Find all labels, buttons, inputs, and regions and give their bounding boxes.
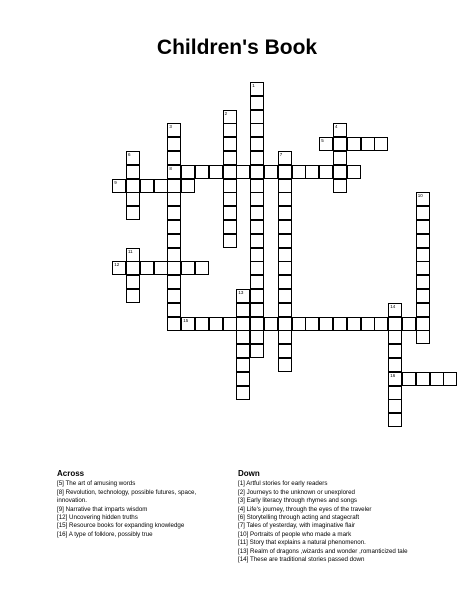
grid-cell[interactable]: [416, 303, 430, 317]
grid-cell[interactable]: [223, 137, 237, 151]
grid-cell[interactable]: [236, 358, 250, 372]
grid-cell[interactable]: [278, 330, 292, 344]
grid-cell[interactable]: [250, 248, 264, 262]
grid-cell[interactable]: [347, 137, 361, 151]
clue-text: Narrative that imparts wisdom: [65, 505, 148, 513]
grid-cell[interactable]: [333, 151, 347, 165]
clue-text: Life's journey, through the eyes of the traveler: [246, 505, 372, 513]
grid-cell[interactable]: [388, 330, 402, 344]
clue-number: 8: [169, 165, 172, 171]
grid-cell[interactable]: [126, 165, 140, 179]
grid-cell[interactable]: [250, 275, 264, 289]
grid-cell[interactable]: [223, 123, 237, 137]
clue-text: The art of amusing words: [65, 480, 136, 488]
grid-cell[interactable]: [195, 165, 209, 179]
clue-label-number: [6]: [238, 514, 247, 522]
grid-cell[interactable]: [195, 261, 209, 275]
grid-cell[interactable]: [167, 303, 181, 317]
grid-cell[interactable]: [278, 234, 292, 248]
across-clue: [57, 522, 227, 530]
grid-cell[interactable]: [430, 372, 444, 386]
grid-cell[interactable]: [416, 192, 430, 206]
clue-label-number: [11]: [238, 539, 250, 547]
down-clue-list: [238, 480, 438, 564]
grid-cell[interactable]: [236, 165, 250, 179]
grid-cell[interactable]: [278, 206, 292, 220]
grid-cell[interactable]: [416, 261, 430, 275]
grid-cell[interactable]: [416, 275, 430, 289]
grid-cell[interactable]: [167, 137, 181, 151]
grid-cell[interactable]: [167, 151, 181, 165]
grid-cell[interactable]: [195, 317, 209, 331]
clue-number: 10: [417, 193, 423, 199]
clue-label-number: [7]: [238, 522, 247, 530]
grid-cell[interactable]: [167, 289, 181, 303]
grid-cell[interactable]: [126, 151, 140, 165]
down-clues: [238, 470, 438, 564]
grid-cell[interactable]: [278, 179, 292, 193]
grid-cell[interactable]: [167, 317, 181, 331]
grid-cell[interactable]: [236, 386, 250, 400]
grid-cell[interactable]: [126, 248, 140, 262]
grid-cell[interactable]: [278, 151, 292, 165]
grid-cell[interactable]: [278, 358, 292, 372]
down-clue: [238, 514, 438, 522]
grid-cell[interactable]: [319, 137, 333, 151]
clue-label-number: [1]: [238, 480, 247, 488]
grid-cell[interactable]: [126, 192, 140, 206]
grid-cell[interactable]: [264, 165, 278, 179]
grid-cell[interactable]: [154, 261, 168, 275]
clue-number: 6: [128, 152, 131, 157]
clue-text: Journeys to the unknown or unexplored: [246, 488, 355, 496]
grid-cell[interactable]: [292, 317, 306, 331]
grid-cell[interactable]: [388, 413, 402, 427]
clue-text: Tales of yesterday, with imaginative flair: [246, 522, 356, 530]
grid-cell[interactable]: [250, 344, 264, 358]
grid-cell[interactable]: [167, 261, 181, 275]
clue-label-number: [12]: [57, 514, 70, 522]
grid-cell[interactable]: [167, 220, 181, 234]
down-clue: [238, 556, 438, 564]
grid-cell[interactable]: [126, 179, 140, 193]
grid-cell[interactable]: [167, 234, 181, 248]
clue-number: 7: [279, 152, 283, 157]
grid-cell[interactable]: [361, 137, 375, 151]
clue-label-number: [13]: [238, 547, 251, 555]
clue-text: Artful stories for early readers: [246, 480, 328, 488]
clue-number: 14: [390, 303, 396, 309]
grid-cell[interactable]: [223, 206, 237, 220]
clue-text: Realm of dragons ,wizards and wonder ,romanticized tale: [250, 547, 408, 555]
grid-cell[interactable]: [112, 261, 126, 275]
grid-cell[interactable]: [154, 179, 168, 193]
grid-cell[interactable]: [250, 96, 264, 110]
grid-cell[interactable]: [236, 289, 250, 303]
clue-number: 3: [169, 124, 172, 130]
clue-number: 4: [335, 124, 338, 130]
clue-label-number: [10]: [238, 530, 251, 538]
grid-cell[interactable]: [388, 344, 402, 358]
grid-cell[interactable]: [167, 275, 181, 289]
grid-cell[interactable]: [278, 289, 292, 303]
grid-cell[interactable]: [374, 317, 388, 331]
grid-cell[interactable]: [319, 165, 333, 179]
grid-cell[interactable]: [402, 372, 416, 386]
clue-number: 5: [321, 138, 324, 144]
grid-cell[interactable]: [388, 386, 402, 400]
grid-cell[interactable]: [388, 303, 402, 317]
down-clue: [238, 539, 438, 547]
grid-cell[interactable]: [388, 358, 402, 372]
grid-cell[interactable]: [250, 289, 264, 303]
clue-number: 9: [114, 179, 117, 185]
grid-cell[interactable]: [223, 220, 237, 234]
grid-cell[interactable]: [223, 110, 237, 124]
down-clue: [238, 506, 438, 514]
across-clue: [57, 514, 227, 522]
grid-cell[interactable]: [250, 137, 264, 151]
grid-cell[interactable]: [416, 206, 430, 220]
grid-cell[interactable]: [250, 192, 264, 206]
grid-cell[interactable]: [126, 289, 140, 303]
grid-cell[interactable]: [278, 248, 292, 262]
grid-cell[interactable]: [181, 179, 195, 193]
grid-cell[interactable]: [278, 261, 292, 275]
grid-cell[interactable]: [292, 165, 306, 179]
grid-cell[interactable]: [333, 137, 347, 151]
clue-number: 1: [252, 83, 255, 88]
grid-cell[interactable]: [250, 110, 264, 124]
grid-cell[interactable]: [223, 179, 237, 193]
grid-cell[interactable]: [347, 165, 361, 179]
grid-cell[interactable]: [167, 192, 181, 206]
clue-number: 15: [183, 317, 189, 323]
grid-cell[interactable]: [236, 344, 250, 358]
clue-text: Resource books for expanding knowledge: [69, 522, 185, 530]
grid-cell[interactable]: [236, 303, 250, 317]
puzzle-title: Children's Book: [156, 36, 318, 59]
grid-cell[interactable]: [250, 123, 264, 137]
grid-cell[interactable]: [264, 317, 278, 331]
clue-label-number: [8]: [57, 488, 66, 496]
grid-cell[interactable]: [416, 317, 430, 331]
grid-cell[interactable]: [236, 317, 250, 331]
across-clue: [57, 531, 227, 539]
clue-number: 12: [114, 262, 120, 268]
grid-cell[interactable]: [305, 317, 319, 331]
grid-cell[interactable]: [140, 261, 154, 275]
clue-label-number: [16]: [57, 530, 69, 538]
across-clue-list: [57, 480, 227, 539]
grid-cell[interactable]: [126, 261, 140, 275]
grid-cell[interactable]: [250, 317, 264, 331]
clue-text: A type of folklore, possibly true: [68, 530, 153, 538]
across-clues: [57, 470, 227, 539]
grid-cell[interactable]: [250, 151, 264, 165]
grid-cell[interactable]: [236, 372, 250, 386]
grid-cell[interactable]: [250, 165, 264, 179]
grid-cell[interactable]: [223, 151, 237, 165]
clue-label-number: [5]: [57, 480, 66, 488]
across-clue: [57, 489, 227, 506]
clue-label-number: [15]: [57, 522, 70, 530]
clue-text: Portraits of people who made a mark: [250, 530, 352, 538]
grid-cell[interactable]: [167, 179, 181, 193]
down-clue: [238, 522, 438, 530]
grid-cell[interactable]: [278, 317, 292, 331]
grid-cell[interactable]: [223, 192, 237, 206]
grid-cell[interactable]: [278, 220, 292, 234]
grid-cell[interactable]: [250, 303, 264, 317]
grid-cell[interactable]: [333, 165, 347, 179]
across-clue: [57, 506, 227, 514]
clue-number: 11: [128, 248, 133, 254]
clue-label-number: [14]: [238, 556, 250, 564]
grid-cell[interactable]: [333, 179, 347, 193]
clue-text: Storytelling through acting and stagecraft: [246, 514, 360, 522]
clue-number: 2: [224, 110, 228, 116]
grid-cell[interactable]: [443, 372, 457, 386]
grid-cell[interactable]: [250, 261, 264, 275]
grid-cell[interactable]: [112, 179, 126, 193]
grid-cell[interactable]: [305, 165, 319, 179]
grid-cell[interactable]: [388, 372, 402, 386]
grid-cell[interactable]: [278, 192, 292, 206]
clue-text: Uncovering hidden truths: [69, 514, 138, 522]
grid-cell[interactable]: [416, 220, 430, 234]
down-heading: Down: [238, 469, 260, 478]
clue-label-number: [4]: [238, 505, 247, 513]
grid-cell[interactable]: [278, 303, 292, 317]
grid-cell[interactable]: [250, 234, 264, 248]
grid-cell[interactable]: [236, 330, 250, 344]
grid-cell[interactable]: [167, 165, 181, 179]
grid-cell[interactable]: [347, 317, 361, 331]
grid-cell[interactable]: [250, 82, 264, 96]
across-clue: [57, 480, 227, 488]
clue-text: These are traditional stories passed down: [249, 556, 365, 564]
grid-cell[interactable]: [278, 165, 292, 179]
grid-cell[interactable]: [361, 317, 375, 331]
clue-label-number: [3]: [238, 497, 247, 505]
grid-cell[interactable]: [374, 137, 388, 151]
grid-cell[interactable]: [319, 317, 333, 331]
grid-cell[interactable]: [416, 330, 430, 344]
grid-cell[interactable]: [333, 317, 347, 331]
down-clue: [238, 548, 438, 556]
grid-cell[interactable]: [181, 165, 195, 179]
clue-number: 16: [390, 372, 396, 378]
grid-cell[interactable]: [223, 234, 237, 248]
clue-label-number: [2]: [238, 488, 247, 496]
grid-cell[interactable]: [416, 372, 430, 386]
down-clue: [238, 531, 438, 539]
grid-cell[interactable]: [167, 206, 181, 220]
grid-cell[interactable]: [167, 123, 181, 137]
grid-cell[interactable]: [278, 275, 292, 289]
down-clue: [238, 497, 438, 505]
down-clue: [238, 489, 438, 497]
clue-text: Revolution, technology, possible futures, space, innovation.: [57, 488, 198, 505]
down-clue: [238, 480, 438, 488]
grid-cell[interactable]: [402, 317, 416, 331]
grid-cell[interactable]: [140, 179, 154, 193]
grid-cell[interactable]: [250, 330, 264, 344]
grid-cell[interactable]: [416, 248, 430, 262]
grid-cell[interactable]: [209, 165, 223, 179]
grid-cell[interactable]: [167, 248, 181, 262]
grid-cell[interactable]: [250, 206, 264, 220]
grid-cell[interactable]: [416, 289, 430, 303]
across-heading: Across: [57, 469, 85, 478]
grid-cell[interactable]: [333, 123, 347, 137]
grid-cell[interactable]: [278, 344, 292, 358]
clue-number: 13: [238, 290, 244, 295]
grid-cell[interactable]: [126, 275, 140, 289]
grid-cell[interactable]: [388, 399, 402, 413]
grid-cell[interactable]: [223, 165, 237, 179]
grid-cell[interactable]: [250, 220, 264, 234]
clue-label-number: [9]: [57, 505, 66, 513]
grid-cell[interactable]: [250, 179, 264, 193]
grid-cell[interactable]: [416, 234, 430, 248]
grid-cell[interactable]: [181, 317, 195, 331]
grid-cell[interactable]: [388, 317, 402, 331]
clue-text: Story that explains a natural phenomenon.: [249, 539, 366, 547]
grid-cell[interactable]: [209, 317, 223, 331]
grid-cell[interactable]: [126, 206, 140, 220]
clue-text: Early literacy through rhymes and songs: [246, 497, 358, 505]
grid-cell[interactable]: [223, 317, 237, 331]
grid-cell[interactable]: [181, 261, 195, 275]
